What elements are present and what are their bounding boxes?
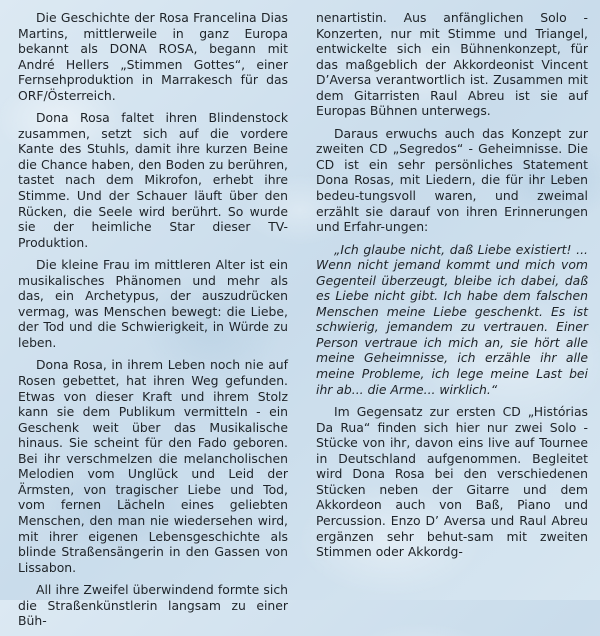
- left-column: [18, 10, 288, 636]
- right-column: [316, 10, 588, 567]
- paragraph-historias: Im Gegensatz zur ersten CD „Histórias Da Rua“ finden sich hier nur zwei Solo - Stücke von ihr, davon eins live auf Tournee in Deutschland aufgenommen. Begleitet wird Dona Rosa bei den verschiedenen Stücken neben der Gitarre und dem Akkordeon auch von Baß, Piano und Percussion. Enzo D’ Aversa und Raul Abreu ergänzen sehr behut-sam mit zweiten Stimmen oder Akkordg-: [316, 404, 588, 560]
- paragraph-archetypus: Die kleine Frau im mittleren Alter ist ein musikalisches Phänomen und mehr als das, ein Archetypus, der auszudrücken vermag, was Menschen bewegt: die Liebe, der Tod und die Schwierigkeit, in Würde zu leben.: [18, 257, 288, 350]
- paragraph-intro: Die Geschichte der Rosa Francelina Dias Martins, mittlerweile in ganz Europa bekannt als DONA ROSA, begann mit André Hellers „Stimmen Gottes“, einer Fernsehproduktion in Marrakesch für das ORF/Österreich.: [18, 10, 288, 103]
- paragraph-segredos: Daraus erwuchs auch das Konzept zur zweiten CD „Segredos“ - Geheimnisse. Die CD ist ein sehr persönliches Statement Dona Rosas, mit Liedern, die für ihr Leben bedeu-tungsvoll waren, und zweimal erzählt sie darauf von ihren Erinnerungen und Erfahr-ungen:: [316, 125, 588, 235]
- paragraph-fado: Dona Rosa, in ihrem Leben noch nie auf Rosen gebettet, hat ihren Weg gefunden. Etwas von dieser Kraft und ihrem Stolz kann sie dem Publikum vermitteln - ein Geschenk weit über das Musikalische hinaus. Sie scheint für den Fado geboren. Bei ihr verschmelzen die melancholischen Melodien vom Unglück und Leid der Ärmsten, von tragischer Liebe und Tod, vom fernen Lächeln eines geliebten Menschen, den man nie wiedersehen wird, mit ihrer eigenen Lebensgeschichte als blinde Straßensängerin in den Gassen von Lissabon.: [18, 357, 288, 575]
- paragraph-blindenstock: Dona Rosa faltet ihren Blindenstock zusammen, setzt sich auf die vordere Kante des Stuhls, damit ihre kurzen Beine die Chance haben, den Boden zu berühren, tastet nach dem Mikrofon, erhebt ihre Stimme. Und der Schauer läuft über den Rücken, die Seele wird berührt. So wurde sie der heimliche Star dieser TV-Produktion.: [18, 110, 288, 250]
- paragraph-zweifel: All ihre Zweifel überwindend formte sich die Straßenkünstlerin langsam zu einer Büh-: [18, 582, 288, 629]
- paragraph-continuation: nenartistin. Aus anfänglichen Solo - Konzerten, nur mit Stimme und Triangel, entwickelte sich ein Bühnenkonzept, für das maßgeblich der Akkordeonist Vincent D’Aversa verantwortlich ist. Zusammen mit dem Gitarristen Raul Abreu ist sie auf Europas Bühnen unterwegs.: [316, 10, 588, 119]
- quote-block: „Ich glaube nicht, daß Liebe existiert! ... Wenn nicht jemand kommt und mich vom Gegenteil überzeugt, bleibe ich dabei, daß es Liebe nicht gibt. Ich habe dem falschen Menschen meine Liebe geschenkt. Es ist schwierig, jemandem zu vertrauen. Einer Person vertraue ich mich an, sie hört alle meine Geheimnisse, ich erzähle ihr alle meine Probleme, ich lege meine Last bei ihr ab... die Arme... wirklich.“: [316, 241, 588, 397]
